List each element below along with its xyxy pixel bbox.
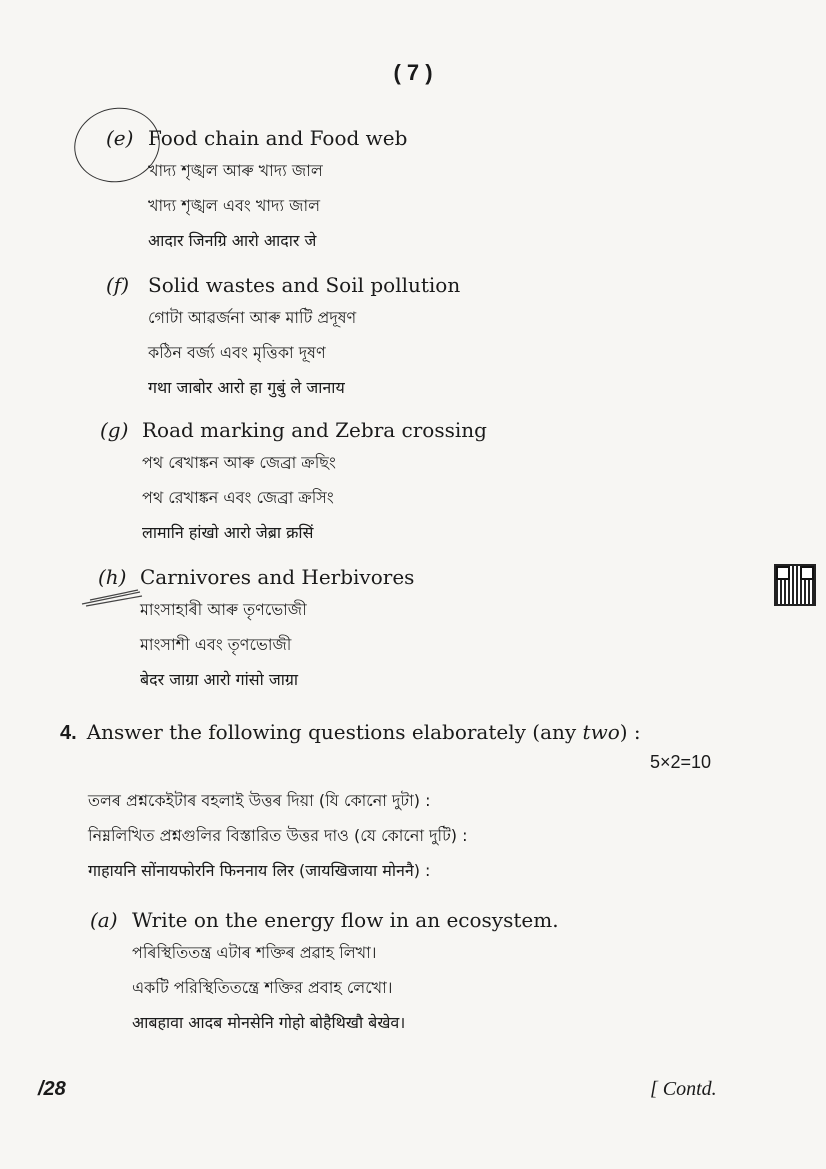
item-translation: খাদ্য শৃঙ্খল এবং খাদ্য জাল [148, 196, 321, 215]
item-translation: आबहावा आदब मोनसेनि गोहो बोहैथिखौ बेखेव। [132, 1013, 406, 1032]
item-title: Road marking and Zebra crossing [142, 418, 487, 442]
item-translation: आदार जिनग्रि आरो आदार जे [148, 231, 317, 250]
item-translation: গোটা আৱৰ্জনা আৰু মাটি প্ৰদূষণ [148, 308, 357, 327]
question-translation: गाहायनि सोंनायफोरनि फिननाय लिर (जायखिजाया मोननै) : [88, 861, 431, 880]
question-translation: তলৰ প্ৰশ্নকেইটাৰ বহলাই উত্তৰ দিয়া (যি কোনো দুটা) : [88, 791, 431, 810]
item-label: (h) [98, 565, 127, 589]
item-translation: পৰিস্থিতিতন্ত্ৰ এটাৰ শক্তিৰ প্ৰৱাহ লিখা। [132, 943, 377, 962]
item-label: (f) [106, 273, 130, 297]
item-translation: পথ রেখাঙ্কন এবং জেব্রা ক্রসিং [142, 488, 334, 507]
item-title: Carnivores and Herbivores [140, 565, 415, 589]
question-4 [60, 720, 641, 745]
question-text-italic: two [582, 720, 620, 744]
item-translation: পথ ৰেখাঙ্কন আৰু জেব্ৰা ক্ৰছিং [142, 453, 336, 472]
item-translation: খাদ্য শৃঙ্খল আৰু খাদ্য জাল [148, 161, 323, 180]
item-translation: लामानि हांखो आरो जेब्रा क्रसिं [142, 523, 314, 542]
item-f [106, 270, 460, 405]
item-title: Food chain and Food web [148, 126, 408, 150]
question-marks: 5×2=10 [650, 752, 712, 772]
item-title: Write on the energy flow in an ecosystem. [132, 908, 559, 932]
item-translation: गथा जाबोर आरो हा गुबुं ले जानाय [148, 378, 345, 397]
question-number: 4. [60, 722, 77, 744]
question-text-after: ) : [619, 720, 641, 744]
item-translation: কঠিন বর্জ্য এবং মৃত্তিকা দূষণ [148, 343, 326, 362]
question-text-before: Answer the following questions elaborately (any [86, 720, 583, 744]
item-e [106, 123, 407, 258]
qr-code-icon [776, 566, 814, 604]
item-title: Solid wastes and Soil pollution [148, 273, 461, 297]
item-label: (a) [90, 908, 118, 932]
item-translation: बेदर जाग्रा आरो गांसो जाग्रा [140, 670, 299, 689]
continued-text: [ Contd. [650, 1078, 717, 1100]
question-translation: নিম্নলিখিত প্রশ্নগুলির বিস্তারিত উত্তর দাও (যে কোনো দুটি) : [88, 826, 468, 845]
item-g [100, 415, 487, 550]
continued-label [650, 1078, 717, 1101]
sub-question-a [90, 905, 559, 1040]
item-label: (g) [100, 418, 129, 442]
item-label: (e) [106, 126, 134, 150]
paper-code: /28 [38, 1078, 66, 1100]
item-translation: মাংসাহাৰী আৰু তৃণভোজী [140, 600, 307, 619]
item-h [98, 562, 414, 697]
item-translation: মাংসাশী এবং তৃণভোজী [140, 635, 292, 654]
item-translation: একটি পরিস্থিতিতন্ত্রে শক্তির প্রবাহ লেখো। [132, 978, 393, 997]
question-4-translations [88, 783, 468, 888]
page-number: ( 7 ) [393, 60, 433, 85]
